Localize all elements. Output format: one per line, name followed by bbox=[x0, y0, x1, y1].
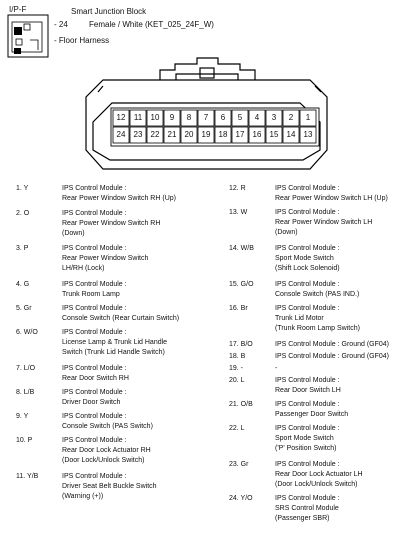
harness-name: - Floor Harness bbox=[54, 36, 110, 45]
pin-description-line: - bbox=[275, 365, 278, 372]
pin-number: 5. Gr bbox=[16, 305, 32, 312]
pin-cavity-number: 11 bbox=[133, 113, 143, 122]
pin-description-line: IPS Control Module : bbox=[62, 473, 127, 480]
pin-description-line: Rear Power Window Switch bbox=[62, 255, 149, 262]
pin-number: 16. Br bbox=[229, 305, 248, 312]
pin-count: - 24 bbox=[54, 20, 68, 29]
pin-description-line: IPS Control Module : bbox=[62, 365, 127, 372]
pin-description-line: (Door Lock/Unlock Switch) bbox=[275, 481, 358, 488]
pin-number: 10. P bbox=[16, 437, 33, 444]
pin-number: 18. B bbox=[229, 353, 246, 360]
pin-description-line: Rear Door Switch RH bbox=[62, 375, 129, 382]
pin-description-line: Console Switch (Rear Curtain Switch) bbox=[62, 315, 180, 322]
pin-description-line: Sport Mode Switch bbox=[275, 435, 334, 442]
pin-description-line: Driver Door Switch bbox=[62, 399, 121, 406]
pin-description-line: Rear Door Lock Actuator LH bbox=[275, 471, 363, 478]
pin-description-line: Trunk Room Lamp bbox=[62, 291, 120, 298]
pin-description-line: Sport Mode Switch bbox=[275, 255, 334, 262]
connector-code: I/P-F bbox=[9, 5, 27, 14]
pin-cavity-number: 23 bbox=[133, 130, 143, 139]
pin-description-line: Passenger Door Switch bbox=[275, 411, 349, 418]
pin-number: 24. Y/O bbox=[229, 495, 253, 502]
pin-description-line: Rear Power Window Switch LH bbox=[275, 219, 373, 226]
pin-description-line: (Door Lock/Unlock Switch) bbox=[62, 457, 145, 464]
pin-description-line: License Lamp & Trunk Lid Handle bbox=[62, 339, 168, 346]
connector-type: Female / White (KET_025_24F_W) bbox=[89, 20, 214, 29]
pin-cavity-number: 15 bbox=[269, 130, 279, 139]
pin-description-line: Rear Power Window Switch LH (Up) bbox=[275, 195, 388, 202]
pin-number: 9. Y bbox=[16, 413, 29, 420]
pin-cavity-number: 9 bbox=[169, 113, 175, 122]
pin-description-line: IPS Control Module : bbox=[275, 495, 340, 502]
pin-number: 17. B/O bbox=[229, 341, 253, 348]
component-title: Smart Junction Block bbox=[71, 7, 147, 16]
pin-cavity-number: 18 bbox=[218, 130, 228, 139]
pin-cavity-number: 24 bbox=[116, 130, 126, 139]
pin-number: 7. L/O bbox=[16, 365, 36, 372]
pin-description-line: Rear Power Window Switch RH (Up) bbox=[62, 195, 176, 202]
pin-description-line: Driver Seat Belt Buckle Switch bbox=[62, 483, 157, 490]
pin-cavity-number: 2 bbox=[288, 113, 294, 122]
pin-description-line: LH/RH (Lock) bbox=[62, 265, 105, 272]
pin-description-line: IPS Control Module : Ground (GF04) bbox=[275, 341, 389, 348]
pin-description-line: IPS Control Module : bbox=[275, 425, 340, 432]
pin-number: 2. O bbox=[16, 210, 30, 217]
pin-number: 3. P bbox=[16, 245, 29, 252]
pin-description-line: IPS Control Module : bbox=[62, 413, 127, 420]
pin-cavity-number: 19 bbox=[201, 130, 211, 139]
pin-description-line: SRS Control Module bbox=[275, 505, 339, 512]
pin-number: 15. G/O bbox=[229, 281, 254, 288]
pin-description-line: IPS Control Module : bbox=[62, 185, 127, 192]
pin-number: 6. W/O bbox=[16, 329, 38, 336]
pin-description-line: (Passenger SBR) bbox=[275, 515, 330, 522]
pin-cavity-number: 14 bbox=[286, 130, 296, 139]
pin-description-line: Rear Power Window Switch RH bbox=[62, 220, 161, 227]
pin-description-line: (Down) bbox=[62, 230, 85, 237]
pin-number: 20. L bbox=[229, 377, 245, 384]
pin-description-line: Console Switch (PAS Switch) bbox=[62, 423, 153, 430]
pin-description-line: IPS Control Module : bbox=[62, 305, 127, 312]
pin-description-line: IPS Control Module : Ground (GF04) bbox=[275, 353, 389, 360]
pin-description-line: IPS Control Module : bbox=[275, 209, 340, 216]
pin-cavity-number: 10 bbox=[150, 113, 160, 122]
pin-description-line: IPS Control Module : bbox=[62, 437, 127, 444]
pin-number: 14. W/B bbox=[229, 245, 254, 252]
pin-cavity-number: 5 bbox=[237, 113, 243, 122]
pin-cavity-number: 20 bbox=[184, 130, 194, 139]
pin-number: 23. Gr bbox=[229, 461, 249, 468]
pin-description-line: IPS Control Module : bbox=[62, 210, 127, 217]
pin-description-line: IPS Control Module : bbox=[275, 245, 340, 252]
pin-description-line: Trunk Lid Motor bbox=[275, 315, 324, 322]
pin-number: 22. L bbox=[229, 425, 245, 432]
pin-number: 19. - bbox=[229, 365, 244, 372]
pin-cavity-number: 7 bbox=[203, 113, 209, 122]
pin-cavity-number: 4 bbox=[254, 113, 260, 122]
pin-number: 12. R bbox=[229, 185, 246, 192]
pin-description-line: (Down) bbox=[275, 229, 298, 236]
pin-description-line: IPS Control Module : bbox=[275, 305, 340, 312]
pin-description-line: ('P' Position Switch) bbox=[275, 445, 337, 452]
pin-description-line: IPS Control Module : bbox=[275, 281, 340, 288]
pin-number: 1. Y bbox=[16, 185, 29, 192]
pin-description-line: IPS Control Module : bbox=[62, 329, 127, 336]
pin-number: 4. G bbox=[16, 281, 30, 288]
pin-number: 8. L/B bbox=[16, 389, 35, 396]
pin-description-line: (Trunk Room Lamp Switch) bbox=[275, 325, 360, 332]
pin-description-line: IPS Control Module : bbox=[62, 245, 127, 252]
pin-description-line: IPS Control Module : bbox=[275, 377, 340, 384]
pin-cavity-number: 8 bbox=[186, 113, 192, 122]
pin-cavity-number: 13 bbox=[303, 130, 313, 139]
pin-cavity-number: 3 bbox=[271, 113, 277, 122]
pin-cavity-number: 1 bbox=[305, 113, 311, 122]
pin-description-line: Rear Door Lock Actuator RH bbox=[62, 447, 151, 454]
pin-description-line: IPS Control Module : bbox=[275, 401, 340, 408]
pin-description-line: Rear Door Switch LH bbox=[275, 387, 341, 394]
pin-cavity-number: 12 bbox=[116, 113, 126, 122]
pin-description-line: IPS Control Module : bbox=[275, 185, 340, 192]
pin-description-line: Switch (Trunk Lid Handle Switch) bbox=[62, 349, 165, 356]
pin-cavity-number: 16 bbox=[252, 130, 262, 139]
pin-number: 21. O/B bbox=[229, 401, 253, 408]
pin-description-line: (Warning (+)) bbox=[62, 493, 104, 500]
pin-description-line: IPS Control Module : bbox=[275, 461, 340, 468]
pin-number: 13. W bbox=[229, 209, 248, 216]
pin-description-line: (Shift Lock Solenoid) bbox=[275, 265, 340, 272]
pin-number: 11. Y/B bbox=[16, 473, 39, 480]
pin-description-line: IPS Control Module : bbox=[62, 281, 127, 288]
pin-description-line: Console Switch (PAS IND.) bbox=[275, 291, 360, 298]
pin-description-line: IPS Control Module : bbox=[62, 389, 127, 396]
pin-cavity-number: 21 bbox=[167, 130, 177, 139]
pin-cavity-number: 6 bbox=[220, 113, 226, 122]
pin-cavity-number: 17 bbox=[235, 130, 245, 139]
pin-cavity-number: 22 bbox=[150, 130, 160, 139]
